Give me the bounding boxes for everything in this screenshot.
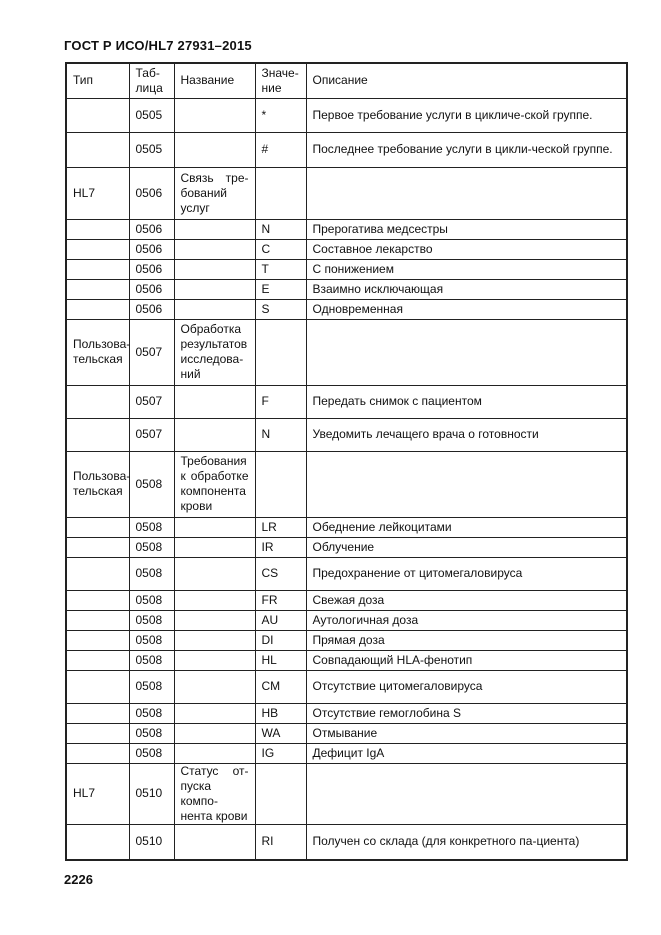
- table-row: [66, 259, 627, 279]
- cell-value: DI: [255, 630, 306, 650]
- cell-description: Отсутствие цитомегаловируса: [306, 670, 627, 703]
- cell-type: [66, 279, 129, 299]
- cell-name: [174, 630, 255, 650]
- cell-value: *: [255, 98, 306, 132]
- cell-table: 0508: [129, 743, 174, 763]
- cell-table: 0508: [129, 451, 174, 517]
- cell-type: HL7: [66, 763, 129, 824]
- cell-table: 0507: [129, 385, 174, 418]
- column-header-table: Таб-лица: [129, 63, 174, 98]
- cell-value: C: [255, 239, 306, 259]
- cell-value: E: [255, 279, 306, 299]
- table-row: [66, 299, 627, 319]
- cell-description: Одновременная: [306, 299, 627, 319]
- cell-table: 0508: [129, 590, 174, 610]
- table-row: [66, 279, 627, 299]
- cell-name: Требования к обработке компонента крови: [174, 451, 255, 517]
- cell-description: Составное лекарство: [306, 239, 627, 259]
- cell-value: T: [255, 259, 306, 279]
- cell-name: [174, 259, 255, 279]
- cell-value: IG: [255, 743, 306, 763]
- cell-table: 0507: [129, 319, 174, 385]
- cell-description: Прямая доза: [306, 630, 627, 650]
- cell-type: [66, 259, 129, 279]
- cell-value: F: [255, 385, 306, 418]
- table-row: [66, 590, 627, 610]
- cell-table: 0506: [129, 279, 174, 299]
- cell-description: Последнее требование услуги в цикли-ческой группе.: [306, 132, 627, 167]
- cell-table: 0508: [129, 703, 174, 723]
- page-number: 2226: [64, 872, 93, 887]
- cell-type: [66, 590, 129, 610]
- cell-value: N: [255, 418, 306, 451]
- table-row: [66, 319, 627, 385]
- cell-type: [66, 418, 129, 451]
- cell-type: [66, 98, 129, 132]
- cell-name: [174, 743, 255, 763]
- table-row: [66, 557, 627, 590]
- cell-value: CM: [255, 670, 306, 703]
- cell-name: [174, 557, 255, 590]
- cell-type: [66, 517, 129, 537]
- cell-table: 0506: [129, 239, 174, 259]
- table-row: [66, 167, 627, 219]
- cell-table: 0508: [129, 517, 174, 537]
- cell-description: Прерогатива медсестры: [306, 219, 627, 239]
- table-row: [66, 451, 627, 517]
- table-row: [66, 824, 627, 860]
- cell-value: S: [255, 299, 306, 319]
- cell-description: Отсутствие гемоглобина S: [306, 703, 627, 723]
- cell-description: Уведомить лечащего врача о готовности: [306, 418, 627, 451]
- table-row: [66, 670, 627, 703]
- cell-name: [174, 132, 255, 167]
- cell-value: HL: [255, 650, 306, 670]
- cell-name: [174, 299, 255, 319]
- cell-description: [306, 319, 627, 385]
- cell-name: [174, 239, 255, 259]
- cell-description: Отмывание: [306, 723, 627, 743]
- cell-value: FR: [255, 590, 306, 610]
- cell-type: [66, 385, 129, 418]
- cell-type: [66, 703, 129, 723]
- cell-description: Передать снимок с пациентом: [306, 385, 627, 418]
- table-row: [66, 98, 627, 132]
- table-row: [66, 385, 627, 418]
- cell-value: #: [255, 132, 306, 167]
- column-header-value: Значе-ние: [255, 63, 306, 98]
- cell-table: 0510: [129, 824, 174, 860]
- table-row: [66, 703, 627, 723]
- cell-value: [255, 319, 306, 385]
- cell-table: 0506: [129, 299, 174, 319]
- cell-name: [174, 703, 255, 723]
- cell-type: HL7: [66, 167, 129, 219]
- cell-type: Пользова-тельская: [66, 319, 129, 385]
- cell-value: [255, 763, 306, 824]
- cell-type: [66, 743, 129, 763]
- cell-name: [174, 650, 255, 670]
- cell-type: [66, 824, 129, 860]
- table-header-row: [66, 63, 627, 98]
- cell-description: [306, 451, 627, 517]
- cell-table: 0508: [129, 610, 174, 630]
- cell-type: [66, 610, 129, 630]
- table-row: [66, 630, 627, 650]
- document-header: ГОСТ Р ИСО/HL7 27931–2015: [64, 38, 252, 53]
- cell-type: [66, 670, 129, 703]
- table-row: [66, 132, 627, 167]
- cell-name: [174, 418, 255, 451]
- cell-table: 0506: [129, 259, 174, 279]
- table-row: [66, 517, 627, 537]
- cell-type: [66, 557, 129, 590]
- table-row: [66, 610, 627, 630]
- cell-name: [174, 517, 255, 537]
- table-row: [66, 418, 627, 451]
- table-row: [66, 219, 627, 239]
- cell-value: RI: [255, 824, 306, 860]
- cell-table: 0508: [129, 670, 174, 703]
- cell-table: 0508: [129, 650, 174, 670]
- column-header-type: Тип: [66, 63, 129, 98]
- cell-description: С понижением: [306, 259, 627, 279]
- cell-table: 0508: [129, 557, 174, 590]
- cell-type: [66, 239, 129, 259]
- cell-type: [66, 630, 129, 650]
- cell-value: LR: [255, 517, 306, 537]
- cell-name: [174, 219, 255, 239]
- cell-type: [66, 132, 129, 167]
- cell-description: Аутологичная доза: [306, 610, 627, 630]
- cell-table: 0505: [129, 132, 174, 167]
- cell-type: Пользова-тельская: [66, 451, 129, 517]
- cell-value: [255, 167, 306, 219]
- cell-type: [66, 299, 129, 319]
- cell-description: [306, 167, 627, 219]
- cell-table: 0506: [129, 167, 174, 219]
- codes-table: [65, 62, 628, 861]
- cell-description: Свежая доза: [306, 590, 627, 610]
- cell-value: HB: [255, 703, 306, 723]
- cell-table: 0510: [129, 763, 174, 824]
- table-row: [66, 239, 627, 259]
- table-body: [66, 98, 627, 860]
- cell-table: 0508: [129, 723, 174, 743]
- column-header-name: Название: [174, 63, 255, 98]
- cell-table: 0507: [129, 418, 174, 451]
- cell-description: Совпадающий HLA-фенотип: [306, 650, 627, 670]
- cell-description: Первое требование услуги в цикличе-ской группе.: [306, 98, 627, 132]
- cell-value: AU: [255, 610, 306, 630]
- cell-table: 0505: [129, 98, 174, 132]
- cell-name: [174, 610, 255, 630]
- cell-value: [255, 451, 306, 517]
- cell-name: [174, 537, 255, 557]
- table-row: [66, 650, 627, 670]
- cell-type: [66, 537, 129, 557]
- table-row: [66, 723, 627, 743]
- cell-table: 0508: [129, 537, 174, 557]
- cell-description: Взаимно исключающая: [306, 279, 627, 299]
- cell-table: 0506: [129, 219, 174, 239]
- table-row: [66, 743, 627, 763]
- cell-type: [66, 219, 129, 239]
- cell-name: [174, 723, 255, 743]
- cell-value: N: [255, 219, 306, 239]
- cell-name: Статус от-пуска компо-нента крови: [174, 763, 255, 824]
- cell-value: WA: [255, 723, 306, 743]
- cell-value: IR: [255, 537, 306, 557]
- cell-name: [174, 385, 255, 418]
- cell-table: 0508: [129, 630, 174, 650]
- column-header-description: Описание: [306, 63, 627, 98]
- cell-name: Связь тре-бований услуг: [174, 167, 255, 219]
- cell-name: [174, 824, 255, 860]
- cell-description: Обеднение лейкоцитами: [306, 517, 627, 537]
- cell-description: Получен со склада (для конкретного па-циента): [306, 824, 627, 860]
- cell-type: [66, 723, 129, 743]
- cell-description: Дефицит IgA: [306, 743, 627, 763]
- cell-name: [174, 98, 255, 132]
- cell-description: Предохранение от цитомегаловируса: [306, 557, 627, 590]
- cell-name: [174, 670, 255, 703]
- cell-value: CS: [255, 557, 306, 590]
- cell-description: Облучение: [306, 537, 627, 557]
- cell-type: [66, 650, 129, 670]
- cell-name: [174, 279, 255, 299]
- table-row: [66, 537, 627, 557]
- table-row: [66, 763, 627, 824]
- cell-name: Обработка результатов исследова-ний: [174, 319, 255, 385]
- cell-name: [174, 590, 255, 610]
- cell-description: [306, 763, 627, 824]
